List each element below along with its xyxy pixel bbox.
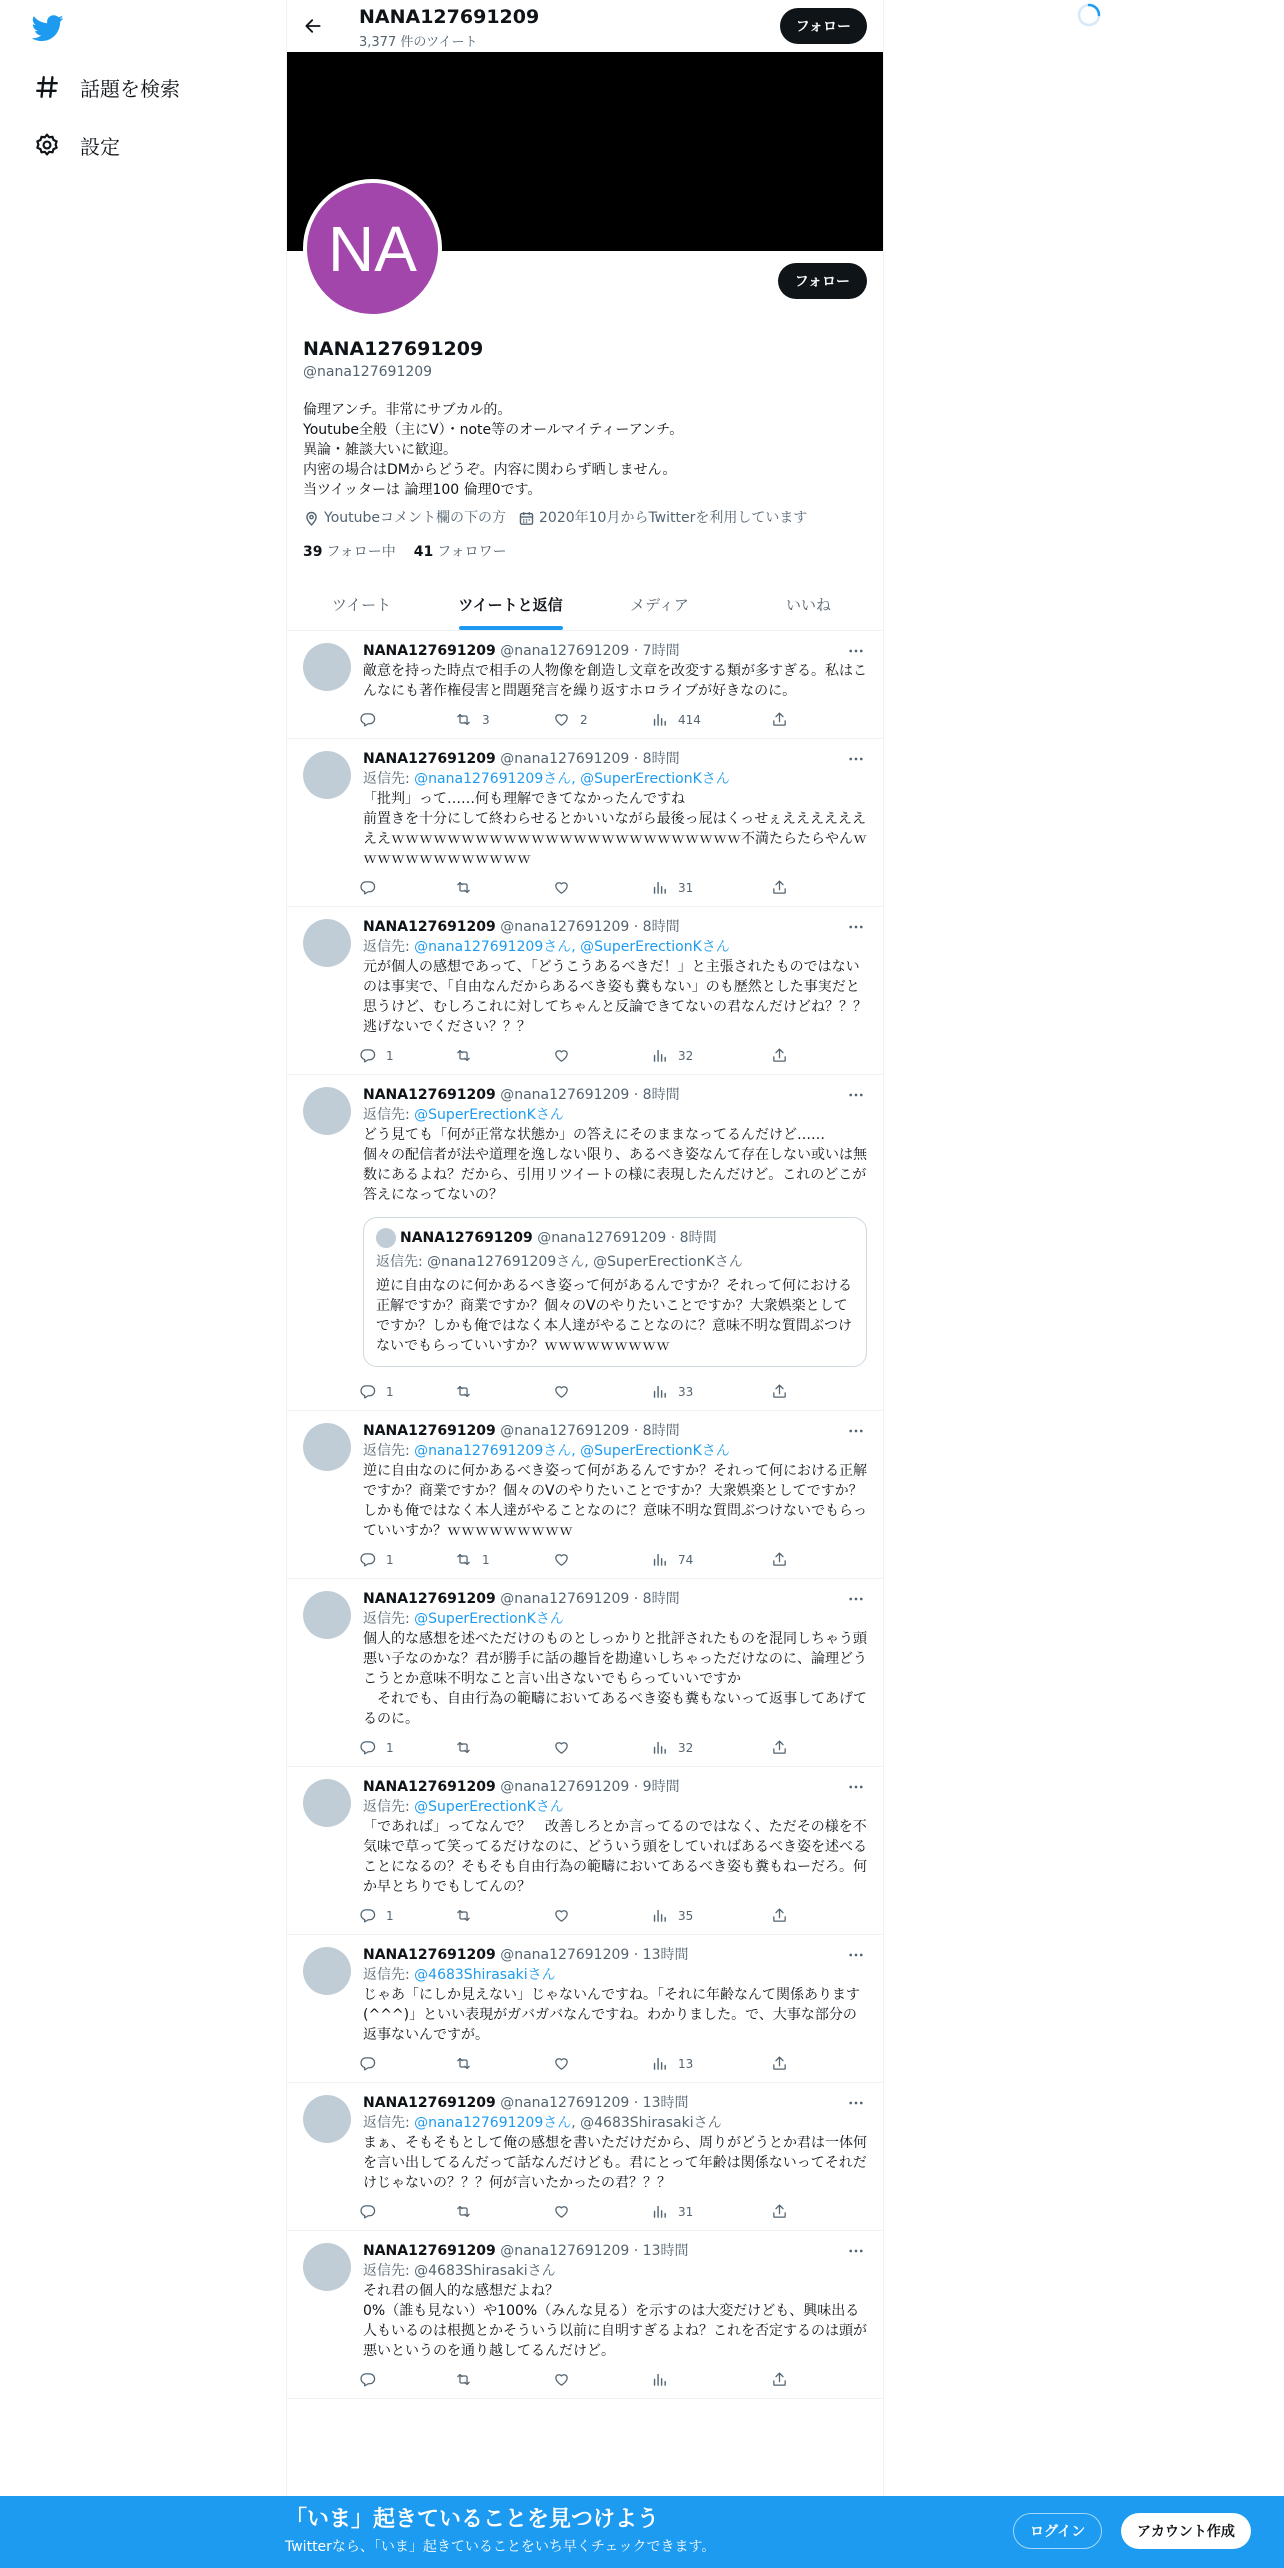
retweet-icon — [455, 1551, 472, 1568]
tweet-text: どう見ても「何が正常な状態か」の答えにそのままなってるんだけど…… 個々の配信者が法や道理を逸しない限り、あるべき姿なんて存在しない或いは無数にあるよね？だから、引用リツイートの様に表現したんだけど。これのどこが答えになってないの？ — [363, 1127, 867, 1203]
tab-tweets-and-replies[interactable]: ツイートと返信 — [436, 578, 585, 630]
views-button[interactable] — [651, 1551, 771, 1568]
reply-button[interactable] — [359, 1739, 455, 1756]
quoted-avatar — [376, 1228, 396, 1248]
like-button[interactable] — [553, 2055, 651, 2072]
like-icon — [553, 1383, 570, 1400]
like-icon — [553, 2371, 570, 2388]
share-icon — [771, 2055, 788, 2072]
followers-count: 41 — [413, 544, 434, 560]
tweet-author-handle[interactable]: @nana127691209 — [500, 1779, 630, 1795]
reply-button[interactable] — [359, 2055, 455, 2072]
nav-settings-label: 設定 — [80, 134, 120, 159]
reply-context — [363, 1965, 867, 1985]
tweet-text: まぁ、そもそもとして俺の感想を書いただけだから、周りがどうとか君は一体何を言い出してるんだって話なんだけども。君にとって年齢は関係ないってそれだけじゃないの？？？何が言いたかったの君？？？ — [363, 2135, 867, 2191]
reply-icon — [359, 2055, 376, 2072]
like-icon — [553, 1047, 570, 1064]
like-button[interactable] — [553, 1047, 651, 1064]
views-icon — [651, 1047, 668, 1064]
tweet-avatar[interactable] — [303, 751, 351, 799]
more-button[interactable] — [845, 1945, 867, 1965]
tweet[interactable] — [287, 907, 883, 1075]
tweet-actions — [359, 1729, 867, 1766]
like-icon — [553, 1907, 570, 1924]
share-icon — [771, 711, 788, 728]
signup-banner — [0, 2496, 1284, 2568]
reply-context — [363, 1105, 867, 1125]
tweet-author-name[interactable]: NANA127691209 — [363, 2243, 496, 2259]
views-button[interactable] — [651, 1047, 771, 1064]
tweet-header — [363, 641, 867, 661]
tweet-actions — [359, 869, 867, 906]
retweet-button[interactable] — [455, 1739, 553, 1756]
reply-mention-link[interactable]: @SuperErectionKさん — [414, 1799, 564, 1815]
profile-location-text: Youtubeコメント欄の下の方 — [324, 510, 506, 526]
more-button[interactable] — [845, 1085, 867, 1105]
reply-icon — [359, 879, 376, 896]
reply-prefix: 返信先: — [363, 1799, 415, 1815]
share-button[interactable] — [771, 1047, 788, 1064]
tweet-avatar[interactable] — [303, 1087, 351, 1135]
tweet-author-handle[interactable]: @nana127691209 — [500, 2243, 630, 2259]
tweet-time[interactable]: · 8時間 — [633, 919, 680, 935]
following-label: フォロー中 — [326, 544, 396, 560]
views-count: 31 — [678, 2204, 694, 2219]
tweet-actions — [359, 1037, 867, 1074]
tweet-avatar[interactable] — [303, 919, 351, 967]
header-tweet-count: 3,377 件のツイート — [359, 35, 478, 50]
tweet-author-name[interactable]: NANA127691209 — [363, 643, 496, 659]
like-icon — [553, 1551, 570, 1568]
share-button[interactable] — [771, 1739, 788, 1756]
retweet-button[interactable] — [455, 711, 553, 728]
share-icon — [771, 1383, 788, 1400]
tweet-text: 敵意を持った時点で相手の人物像を創造し文章を改変する類が多すぎる。私はこんなにも著作権侵害と問題発言を繰り返すホロライブが好きなのに。 — [363, 663, 867, 699]
reply-mention-link[interactable]: @4683Shirasakiさん — [414, 1967, 556, 1983]
profile-handle: @nana127691209 — [303, 364, 433, 380]
retweet-button[interactable] — [455, 1551, 553, 1568]
tweet-author-handle[interactable]: @nana127691209 — [500, 751, 630, 767]
share-button[interactable] — [771, 711, 788, 728]
tweet-avatar[interactable] — [303, 2243, 351, 2291]
reply-icon — [359, 1907, 376, 1924]
reply-icon — [359, 2371, 376, 2388]
retweet-button[interactable] — [455, 2371, 553, 2388]
reply-icon — [359, 1383, 376, 1400]
reply-icon — [359, 1739, 376, 1756]
more-button[interactable] — [845, 1421, 867, 1441]
like-button[interactable] — [553, 1383, 651, 1400]
like-button[interactable] — [553, 1739, 651, 1756]
share-button[interactable] — [771, 879, 788, 896]
views-icon — [651, 1551, 668, 1568]
reply-context — [363, 1441, 867, 1461]
tweet-actions — [359, 2193, 867, 2230]
share-button[interactable] — [771, 2203, 788, 2220]
quoted-tweet[interactable] — [363, 1217, 867, 1367]
reply-button[interactable] — [359, 2371, 455, 2388]
tweet-author-handle[interactable]: @nana127691209 — [500, 2095, 630, 2111]
views-icon — [651, 2203, 668, 2220]
tweet-header — [363, 2093, 867, 2113]
tweet-author-name[interactable]: NANA127691209 — [363, 1591, 496, 1607]
views-count: 74 — [678, 1552, 694, 1567]
tweet[interactable] — [287, 739, 883, 907]
tweet-time[interactable]: · 13時間 — [633, 1947, 689, 1963]
views-button[interactable] — [651, 2203, 771, 2220]
more-dots-icon — [847, 1778, 865, 1796]
followers-label: フォロワー — [437, 544, 507, 560]
retweet-count: 3 — [482, 712, 490, 727]
avatar-initials: NA — [328, 212, 417, 285]
tweet-header — [363, 1589, 867, 1609]
profile-joined-text: 2020年10月からTwitterを利用しています — [539, 510, 808, 526]
tweet-time[interactable]: · 8時間 — [633, 751, 680, 767]
profile-meta — [303, 508, 869, 528]
like-button[interactable] — [553, 2371, 651, 2388]
views-count: 13 — [678, 2056, 694, 2071]
more-dots-icon — [847, 2094, 865, 2112]
quoted-text: 逆に自由なのに何かあるべき姿って何があるんですか？それって何における正解ですか？商業ですか？個々のVのやりたいことですか？大衆娯楽としてですか？しかも俺ではなく本人達がやることなのに？意味不明な質問ぶつけないでもらっていいすか？ｗｗｗｗｗｗｗｗｗ — [376, 1278, 852, 1354]
share-button[interactable] — [771, 2055, 788, 2072]
views-count: 32 — [678, 1740, 694, 1755]
retweet-button[interactable] — [455, 2203, 553, 2220]
like-icon — [553, 1739, 570, 1756]
tweet-author-name[interactable]: NANA127691209 — [363, 751, 496, 767]
more-button[interactable] — [845, 2093, 867, 2113]
tweet[interactable] — [287, 1767, 883, 1935]
reply-prefix: 返信先: — [363, 939, 415, 955]
more-button[interactable] — [845, 2241, 867, 2261]
retweet-count: 1 — [482, 1552, 490, 1567]
views-icon — [651, 1907, 668, 1924]
more-dots-icon — [847, 1086, 865, 1104]
quoted-reply-context: 返信先: @nana127691209さん, @SuperErectionKさん — [376, 1254, 743, 1270]
reply-context — [363, 1797, 867, 1817]
tweet-text: 元が個人の感想であって、「どうこうあるべきだ！」と主張されたものではないのは事実で、「自由なんだからあるべき姿も糞もない」のも歴然とした事実だと思うけど、むしろこれに対してちゃんと反論できてないの君なんだけどね？？？逃げないでください？？？ — [363, 959, 867, 1035]
reply-mention-link[interactable]: @nana127691209さん, @SuperErectionKさん — [414, 771, 730, 787]
tab-likes[interactable]: いいね — [785, 595, 831, 614]
profile-joined — [518, 508, 807, 528]
reply-button[interactable] — [359, 1551, 455, 1568]
tweet-actions — [359, 2045, 867, 2082]
tweet-time[interactable]: · 9時間 — [633, 1779, 680, 1795]
reply-prefix: 返信先: — [363, 1443, 415, 1459]
like-count: 2 — [580, 712, 588, 727]
tweet-author-handle[interactable]: @nana127691209 — [500, 643, 630, 659]
views-count: 31 — [678, 880, 694, 895]
reply-prefix: 返信先: — [363, 1107, 415, 1123]
more-dots-icon — [847, 642, 865, 660]
tweet-text: それ君の個人的な感想だよね？ 0%（誰も見ない）や100%（みんな見る）を示すのは大変だけども、興味出る人もいるのは根拠とかそういう以前に自明すぎるよね？これを否定するのは頭が悪いというのを通り越してるんだけど。 — [363, 2283, 867, 2359]
left-navigation — [0, 0, 286, 2568]
views-count: 33 — [678, 1384, 694, 1399]
calendar-icon — [518, 510, 535, 527]
retweet-icon — [455, 2055, 472, 2072]
more-dots-icon — [847, 1422, 865, 1440]
reply-button[interactable] — [359, 1047, 455, 1064]
reply-count: 1 — [386, 1384, 394, 1399]
signup-banner-subtitle: Twitterなら、「いま」起きていることをいち早くチェックできます。 — [285, 2539, 716, 2555]
retweet-button[interactable] — [455, 1907, 553, 1924]
share-icon — [771, 2203, 788, 2220]
views-button[interactable] — [651, 1739, 771, 1756]
header-follow-button[interactable]: フォロー — [780, 8, 867, 44]
header-name: NANA127691209 — [359, 6, 540, 28]
share-button[interactable] — [771, 1551, 788, 1568]
reply-count: 1 — [386, 1908, 394, 1923]
share-button[interactable] — [771, 2371, 788, 2388]
following-count: 39 — [303, 544, 323, 560]
tweet-author-name[interactable]: NANA127691209 — [363, 1947, 496, 1963]
tweet[interactable] — [287, 1075, 883, 1411]
tweet-text: 逆に自由なのに何かあるべき姿って何があるんですか？それって何における正解ですか？商業ですか？個々のVのやりたいことですか？大衆娯楽としてですか？しかも俺ではなく本人達がやることなのに？意味不明な質問ぶつけないでもらっていいすか？ｗｗｗｗｗｗｗｗｗ — [363, 1463, 867, 1539]
tweet-time[interactable]: · 8時間 — [633, 1087, 680, 1103]
quoted-handle: @nana127691209 — [537, 1230, 667, 1246]
nav-explore[interactable] — [34, 69, 180, 105]
tweet-actions — [359, 1541, 867, 1578]
reply-context — [363, 1609, 867, 1629]
retweet-icon — [455, 1739, 472, 1756]
like-button[interactable] — [553, 1907, 651, 1924]
tweet-actions — [359, 701, 867, 738]
more-dots-icon — [847, 2242, 865, 2260]
reply-icon — [359, 1551, 376, 1568]
views-button[interactable] — [651, 1907, 771, 1924]
views-button[interactable] — [651, 2055, 771, 2072]
reply-mention-link[interactable]: @SuperErectionKさん — [414, 1107, 564, 1123]
profile-stats — [303, 541, 869, 561]
retweet-button[interactable] — [455, 1047, 553, 1064]
profile-header-bar — [287, 0, 883, 52]
retweet-icon — [455, 1383, 472, 1400]
tweet-avatar[interactable] — [303, 1947, 351, 1995]
reply-prefix: 返信先: — [363, 1967, 415, 1983]
back-button[interactable] — [297, 10, 329, 42]
profile-tabs — [287, 578, 883, 631]
share-icon — [771, 1739, 788, 1756]
retweet-button[interactable] — [455, 2055, 553, 2072]
tweet-author-name[interactable]: NANA127691209 — [363, 2095, 496, 2111]
views-button[interactable] — [651, 711, 771, 728]
hashtag-icon — [34, 74, 60, 100]
retweet-button[interactable] — [455, 1383, 553, 1400]
more-button[interactable] — [845, 641, 867, 661]
reply-tail: , @4683Shirasakiさん — [571, 2115, 722, 2131]
tweet-avatar[interactable] — [303, 643, 351, 691]
tweet-text: 個人的な感想を述べただけのものとしっかりと批評されたものを混同しちゃう頭悪い子なのかな？君が勝手に話の趣旨を勘違いしちゃっただけなのに、論理どうこうとか意味不明なこと言い出さないでもらっていいですか それでも、自由行為の範疇においてあるべき姿も糞もないって返事してあげてるのに。 — [363, 1631, 867, 1727]
share-button[interactable] — [771, 1907, 788, 1924]
tweet-actions — [359, 1897, 867, 1934]
retweet-icon — [455, 711, 472, 728]
tweet[interactable] — [287, 1411, 883, 1579]
reply-button[interactable] — [359, 1907, 455, 1924]
profile-avatar[interactable] — [303, 179, 442, 318]
reply-count: 1 — [386, 1740, 394, 1755]
share-icon — [771, 1047, 788, 1064]
views-icon — [651, 1383, 668, 1400]
more-button[interactable] — [845, 749, 867, 769]
tweet-text: 「批判」って……何も理解できてなかったんですね 前置きを十分にして終わらせるとかいいながら最後っ屁はくっせぇええええええええｗｗｗｗｗｗｗｗｗｗｗｗｗｗｗｗｗｗｗｗｗｗｗｗｗ不満たらたらやんｗｗｗｗｗｗｗｗｗｗｗｗｗ — [363, 791, 867, 867]
retweet-icon — [455, 2371, 472, 2388]
tweet-text: 「であれば」ってなんで？ 改善しろとか言ってるのではなく、ただその様を不気味で草って笑ってるだけなのに、どういう頭をしていればあるべき姿を述べることになるの？そもそも自由行為の範疇においてあるべき姿も糞もねーだろ。何か早とちりでもしてんの？ — [363, 1819, 867, 1895]
location-pin-icon — [303, 510, 320, 527]
tweet-time[interactable]: · 8時間 — [633, 1423, 680, 1439]
views-button[interactable] — [651, 1383, 771, 1400]
more-button[interactable] — [845, 917, 867, 937]
loading-spinner-icon — [1076, 2, 1102, 28]
tweet-actions — [359, 1373, 867, 1410]
more-button[interactable] — [845, 1589, 867, 1609]
retweet-icon — [455, 879, 472, 896]
reply-button[interactable] — [359, 711, 455, 728]
profile-info — [303, 336, 869, 561]
views-count: 32 — [678, 1048, 694, 1063]
quoted-name: NANA127691209 — [400, 1230, 533, 1246]
reply-button[interactable] — [359, 879, 455, 896]
share-button[interactable] — [771, 1383, 788, 1400]
nav-explore-label: 話題を検索 — [80, 76, 180, 101]
reply-context — [363, 2113, 867, 2133]
signup-button[interactable]: アカウント作成 — [1121, 2513, 1251, 2549]
retweet-button[interactable] — [455, 879, 553, 896]
reply-context — [363, 769, 867, 789]
tweet-time[interactable]: · 13時間 — [633, 2243, 689, 2259]
share-icon — [771, 1907, 788, 1924]
signup-banner-title: 「いま」起きていることを見つけよう — [285, 2507, 660, 2532]
tweet-header — [363, 1945, 867, 1965]
tweet-time[interactable]: · 8時間 — [633, 1591, 680, 1607]
views-count: 35 — [678, 1908, 694, 1923]
retweet-icon — [455, 2203, 472, 2220]
tweet-author-handle[interactable]: @nana127691209 — [500, 1591, 630, 1607]
views-icon — [651, 711, 668, 728]
like-icon — [553, 2055, 570, 2072]
tweet[interactable] — [287, 631, 883, 739]
tweet-author-handle[interactable]: @nana127691209 — [500, 1947, 630, 1963]
tweet-actions — [359, 2361, 867, 2398]
like-button[interactable] — [553, 2203, 651, 2220]
reply-icon — [359, 2203, 376, 2220]
tweet[interactable] — [287, 2083, 883, 2231]
tab-media[interactable]: メディア — [630, 595, 689, 614]
reply-mention-link[interactable]: @nana127691209さん, @SuperErectionKさん — [414, 1443, 730, 1459]
quoted-tweet-header — [376, 1228, 854, 1248]
tab-tweets[interactable]: ツイート — [331, 595, 392, 614]
views-icon — [651, 2055, 668, 2072]
tweet-time[interactable]: · 7時間 — [633, 643, 680, 659]
reply-mention-link[interactable]: @nana127691209さん, @SuperErectionKさん — [414, 939, 730, 955]
tweet[interactable] — [287, 2231, 883, 2399]
like-button[interactable] — [553, 879, 651, 896]
reply-count: 1 — [386, 1048, 394, 1063]
tweet-header — [363, 1421, 867, 1441]
reply-button[interactable] — [359, 2203, 455, 2220]
nav-settings[interactable] — [34, 127, 120, 163]
arrow-left-icon — [303, 16, 323, 36]
reply-icon — [359, 1047, 376, 1064]
tweet-avatar[interactable] — [303, 1591, 351, 1639]
views-icon — [651, 2371, 668, 2388]
tweet-author-name[interactable]: NANA127691209 — [363, 919, 496, 935]
twitter-logo-icon[interactable] — [30, 12, 66, 44]
tweet-time[interactable]: · 13時間 — [633, 2095, 689, 2111]
like-icon — [553, 2203, 570, 2220]
reply-context — [363, 937, 867, 957]
gear-icon — [34, 132, 60, 158]
quoted-time: · 8時間 — [670, 1230, 717, 1246]
more-dots-icon — [847, 750, 865, 768]
profile-bio: 倫理アンチ。非常にサブカル的。 Youtube全般（主にV）・note等のオールマイティーアンチ。 異論・雑談大いに歓迎。 内密の場合はDMからどうぞ。内容に関わらず晒しません。 当ツイッターは 論理100 倫理0です。 — [303, 402, 684, 498]
more-button[interactable] — [845, 1777, 867, 1797]
tweet-avatar[interactable] — [303, 2095, 351, 2143]
retweet-icon — [455, 1907, 472, 1924]
reply-context: 返信先: @4683Shirasakiさん — [363, 2263, 556, 2279]
tweet[interactable] — [287, 1579, 883, 1767]
reply-button[interactable] — [359, 1383, 455, 1400]
retweet-icon — [455, 1047, 472, 1064]
tweet[interactable] — [287, 1935, 883, 2083]
login-button[interactable]: ログイン — [1013, 2513, 1102, 2549]
reply-prefix: 返信先: — [363, 2115, 415, 2131]
share-icon — [771, 1551, 788, 1568]
more-dots-icon — [847, 1590, 865, 1608]
reply-icon — [359, 711, 376, 728]
follow-button[interactable]: フォロー — [778, 263, 867, 299]
views-icon — [651, 1739, 668, 1756]
views-button[interactable] — [651, 879, 771, 896]
tweet-author-name[interactable]: NANA127691209 — [363, 1423, 496, 1439]
views-button[interactable] — [651, 2371, 771, 2388]
more-dots-icon — [847, 1946, 865, 1964]
tweet-header — [363, 749, 867, 769]
tweet-author-handle[interactable]: @nana127691209 — [500, 1087, 630, 1103]
profile-location — [303, 508, 506, 528]
reply-mention-link[interactable]: @nana127691209さん — [414, 2115, 572, 2131]
tweet-header — [363, 2241, 867, 2261]
reply-prefix: 返信先: — [363, 771, 415, 787]
tweet-author-handle[interactable]: @nana127691209 — [500, 919, 630, 935]
profile-name: NANA127691209 — [303, 338, 484, 360]
tweet-avatar[interactable] — [303, 1779, 351, 1827]
tweet-header — [363, 1777, 867, 1797]
tweet-header — [363, 1085, 867, 1105]
reply-mention-link[interactable]: @SuperErectionKさん — [414, 1611, 564, 1627]
followers-link[interactable] — [414, 541, 507, 561]
tweet-author-name[interactable]: NANA127691209 — [363, 1087, 496, 1103]
tweet-author-name[interactable]: NANA127691209 — [363, 1779, 496, 1795]
following-link[interactable] — [303, 541, 396, 561]
tweet-header — [363, 917, 867, 937]
like-icon — [553, 711, 570, 728]
tweet-feed — [287, 631, 883, 2399]
share-icon — [771, 879, 788, 896]
tweet-text: じゃあ「にしか見えない」じゃないんですね。「それに年齢なんて関係あります(^^^)」といい表現がガバガバなんですね。わかりました。で、大事な部分の返事ないんですが。 — [363, 1987, 860, 2043]
main-column — [286, 0, 884, 2568]
like-button[interactable] — [553, 1551, 651, 1568]
more-dots-icon — [847, 918, 865, 936]
views-icon — [651, 879, 668, 896]
tweet-author-handle[interactable]: @nana127691209 — [500, 1423, 630, 1439]
reply-prefix: 返信先: — [363, 1611, 415, 1627]
like-icon — [553, 879, 570, 896]
tweet-avatar[interactable] — [303, 1423, 351, 1471]
reply-count: 1 — [386, 1552, 394, 1567]
views-count: 414 — [678, 712, 701, 727]
share-icon — [771, 2371, 788, 2388]
like-button[interactable] — [553, 711, 651, 728]
